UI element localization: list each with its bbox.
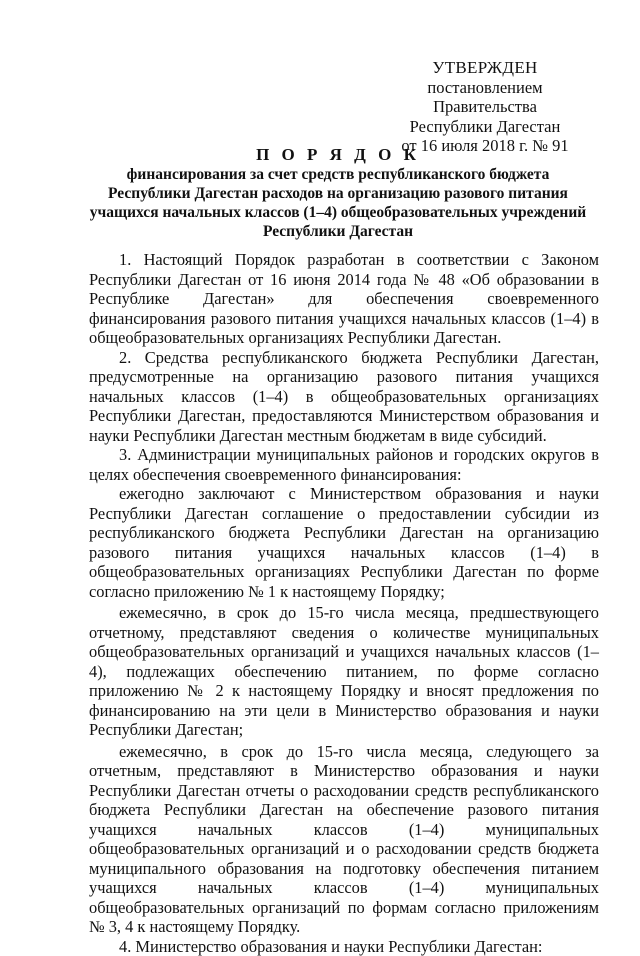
heading-line: учащихся начальных классов (1–4) общеобразовательных учреждений: [88, 203, 588, 222]
approval-line: Республики Дагестан: [380, 117, 590, 137]
heading-line: Республики Дагестан: [88, 222, 588, 241]
paragraph-3: 3. Администрации муниципальных районов и городских округов в целях обеспечения своевременного финансирования:: [89, 445, 599, 484]
approval-line: постановлением Правительства: [380, 78, 590, 117]
approval-block: [380, 58, 590, 156]
paragraph-3-item-monthly-report: ежемесячно, в срок до 15-го числа месяца, следующего за отчетным, представляют в Министерство образования и науки Республики Дагестан отчеты о расходовании средств республиканского бюджета Республики Дагестан на обеспечение разового питания учащихся начальных классов (1–4) муниципальных общеобразовательных организаций и о расходовании средств бюджета муниципального образования на подготовку обеспечения питанием учащихся начальных классов (1–4) муниципальных общеобразовательных организаций по формам согласно приложениям № 3, 4 к настоящему Порядку.: [89, 742, 599, 937]
document-body: [89, 250, 599, 956]
heading-line: финансирования за счет средств республиканского бюджета: [88, 165, 588, 184]
approval-line: от 16 июля 2018 г. № 91: [380, 136, 590, 156]
paragraph-4: 4. Министерство образования и науки Республики Дагестан:: [89, 937, 599, 956]
paragraph-3-item-agreement: ежегодно заключают с Министерством образования и науки Республики Дагестан соглашение о предоставлении субсидии из республиканского бюджета Республики Дагестан на организацию разового питания учащихся начальных классов (1–4) в общеобразовательных организациях Республики Дагестан по форме согласно приложению № 1 к настоящему Порядку;: [89, 484, 599, 601]
paragraph-3-item-monthly-info: ежемесячно, в срок до 15-го числа месяца, предшествующего отчетному, представляют сведения о количестве муниципальных общеобразовательных организаций и учащихся начальных классов (1–4), подлежащих обеспечению питанием, по форме согласно приложению № 2 к настоящему Порядку и вносят предложения по финансированию на эти цели в Министерство образования и науки Республики Дагестан;: [89, 603, 599, 740]
paragraph-2: 2. Средства республиканского бюджета Республики Дагестан, предусмотренные на организацию разового питания учащихся начальных классов (1–4) в общеобразовательных организациях Республики Дагестан, предоставляются Министерством образования и науки Республики Дагестан местным бюджетам в виде субсидий.: [89, 348, 599, 446]
approval-title: УТВЕРЖДЕН: [380, 58, 590, 78]
document-title: П О Р Я Д О К: [88, 145, 588, 164]
paragraph-1: 1. Настоящий Порядок разработан в соответствии с Законом Республики Дагестан от 16 июня 2014 года № 48 «Об образовании в Республике Дагестан» для обеспечения своевременного финансирования разового питания учащихся начальных классов (1–4) в общеобразовательных организациях Республики Дагестан.: [89, 250, 599, 348]
document-heading: [88, 145, 588, 241]
heading-line: Республики Дагестан расходов на организацию разового питания: [88, 184, 588, 203]
